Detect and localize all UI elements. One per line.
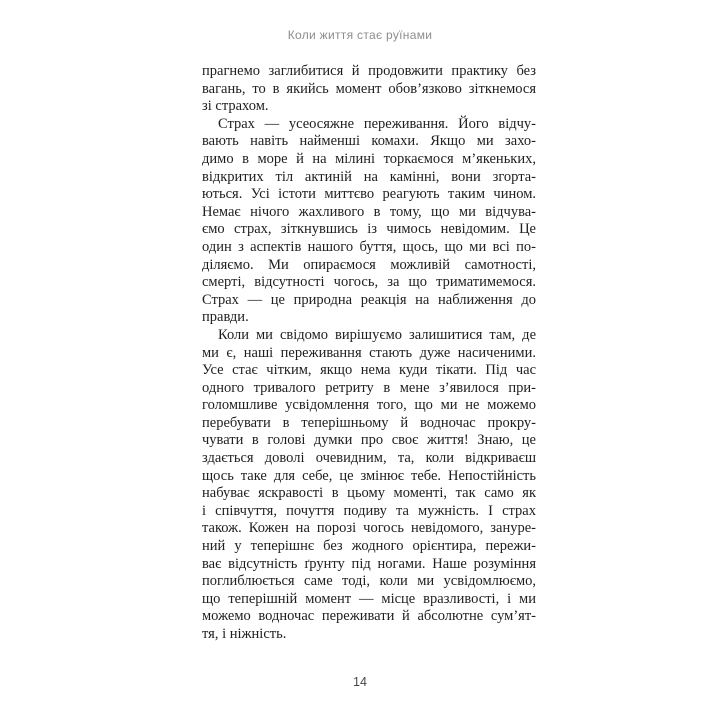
- text-line: ємо страх, зіткнувшись із чимось невідомим. Це: [202, 221, 536, 238]
- text-line: ває відсутність ґрунту під ногами. Наше розуміння: [202, 555, 536, 572]
- text-line: смерті, відсутності чогось, за що триматимемося.: [202, 274, 536, 291]
- text-line: тя, і ніжність.: [202, 626, 287, 642]
- paragraph: [202, 327, 536, 644]
- text-line: і співчуття, почуття подиву та мужність. І страх: [202, 502, 536, 519]
- text-line: поглиблюється саме тоді, коли ми усвідомлюємо,: [202, 573, 536, 590]
- text-line: що теперішній момент — місце вразливості, і ми: [202, 590, 536, 607]
- text-line: вагань, то в якийсь момент обов’язково зіткнемося: [202, 80, 536, 97]
- text-line: правди.: [202, 309, 249, 326]
- text-line: здається доволі очевидним, та, коли відкриваєш: [202, 450, 536, 467]
- text-line: щось таке для себе, це змінює тебе. Непостійність: [202, 467, 536, 484]
- text-line: одного тривалого ретриту в мене з’явилося при-: [202, 379, 536, 396]
- text-line: набуває яскравості в цьому моменті, так само як: [202, 485, 536, 502]
- text-line: Усе стає чітким, якщо нема куди тікати. Під час: [202, 362, 536, 379]
- paragraph: [202, 116, 536, 327]
- text-line: Страх — це природна реакція на наближення до: [202, 291, 536, 308]
- text-line: можемо водночас переживати й абсолютне сум’ят-: [202, 608, 536, 625]
- text-line: зі страхом.: [202, 98, 269, 115]
- text-line: один з аспектів нашого буття, щось, що ми всі по-: [202, 238, 536, 255]
- text-line: діляємо. Ми опираємося можливій самотності,: [202, 256, 536, 273]
- text-line: Немає нічого жахливого в тому, що ми відчува-: [202, 203, 536, 220]
- text-line: відкритих тіл актиній на камінні, вони згорта-: [202, 168, 536, 185]
- body-text: [202, 63, 536, 644]
- paragraph: [202, 63, 536, 116]
- text-line: ються. Усі істоти миттєво реагують таким чином.: [202, 186, 536, 203]
- text-line: перебувати в теперішньому й водночас прокру-: [202, 414, 536, 431]
- text-line: вають навіть найменші комахи. Якщо ми захо-: [202, 133, 536, 150]
- running-header: Коли життя стає руїнами: [287, 28, 433, 42]
- text-line: прагнемо заглибитися й продовжити практику без: [202, 63, 536, 79]
- text-line: Коли ми свідомо вирішуємо залишитися там, де: [218, 326, 536, 343]
- text-line: ний у теперішнє без жодного орієнтира, пережи-: [202, 538, 536, 555]
- text-line: голомшливе усвідомлення того, що ми не можемо: [202, 397, 536, 414]
- text-line: ми є, наші переживання стають дуже насиченими.: [202, 344, 536, 361]
- text-line: також. Кожен на порозі чогось невідомого, зануре-: [202, 520, 536, 537]
- text-line: димо в море й на мілині торкаємося м’якеньких,: [202, 150, 536, 167]
- page-number: 14: [353, 675, 367, 689]
- text-line: чувати в голові думки про своє життя! Знаю, це: [202, 432, 536, 449]
- text-line: Страх — усеосяжне переживання. Його відчу-: [218, 115, 536, 132]
